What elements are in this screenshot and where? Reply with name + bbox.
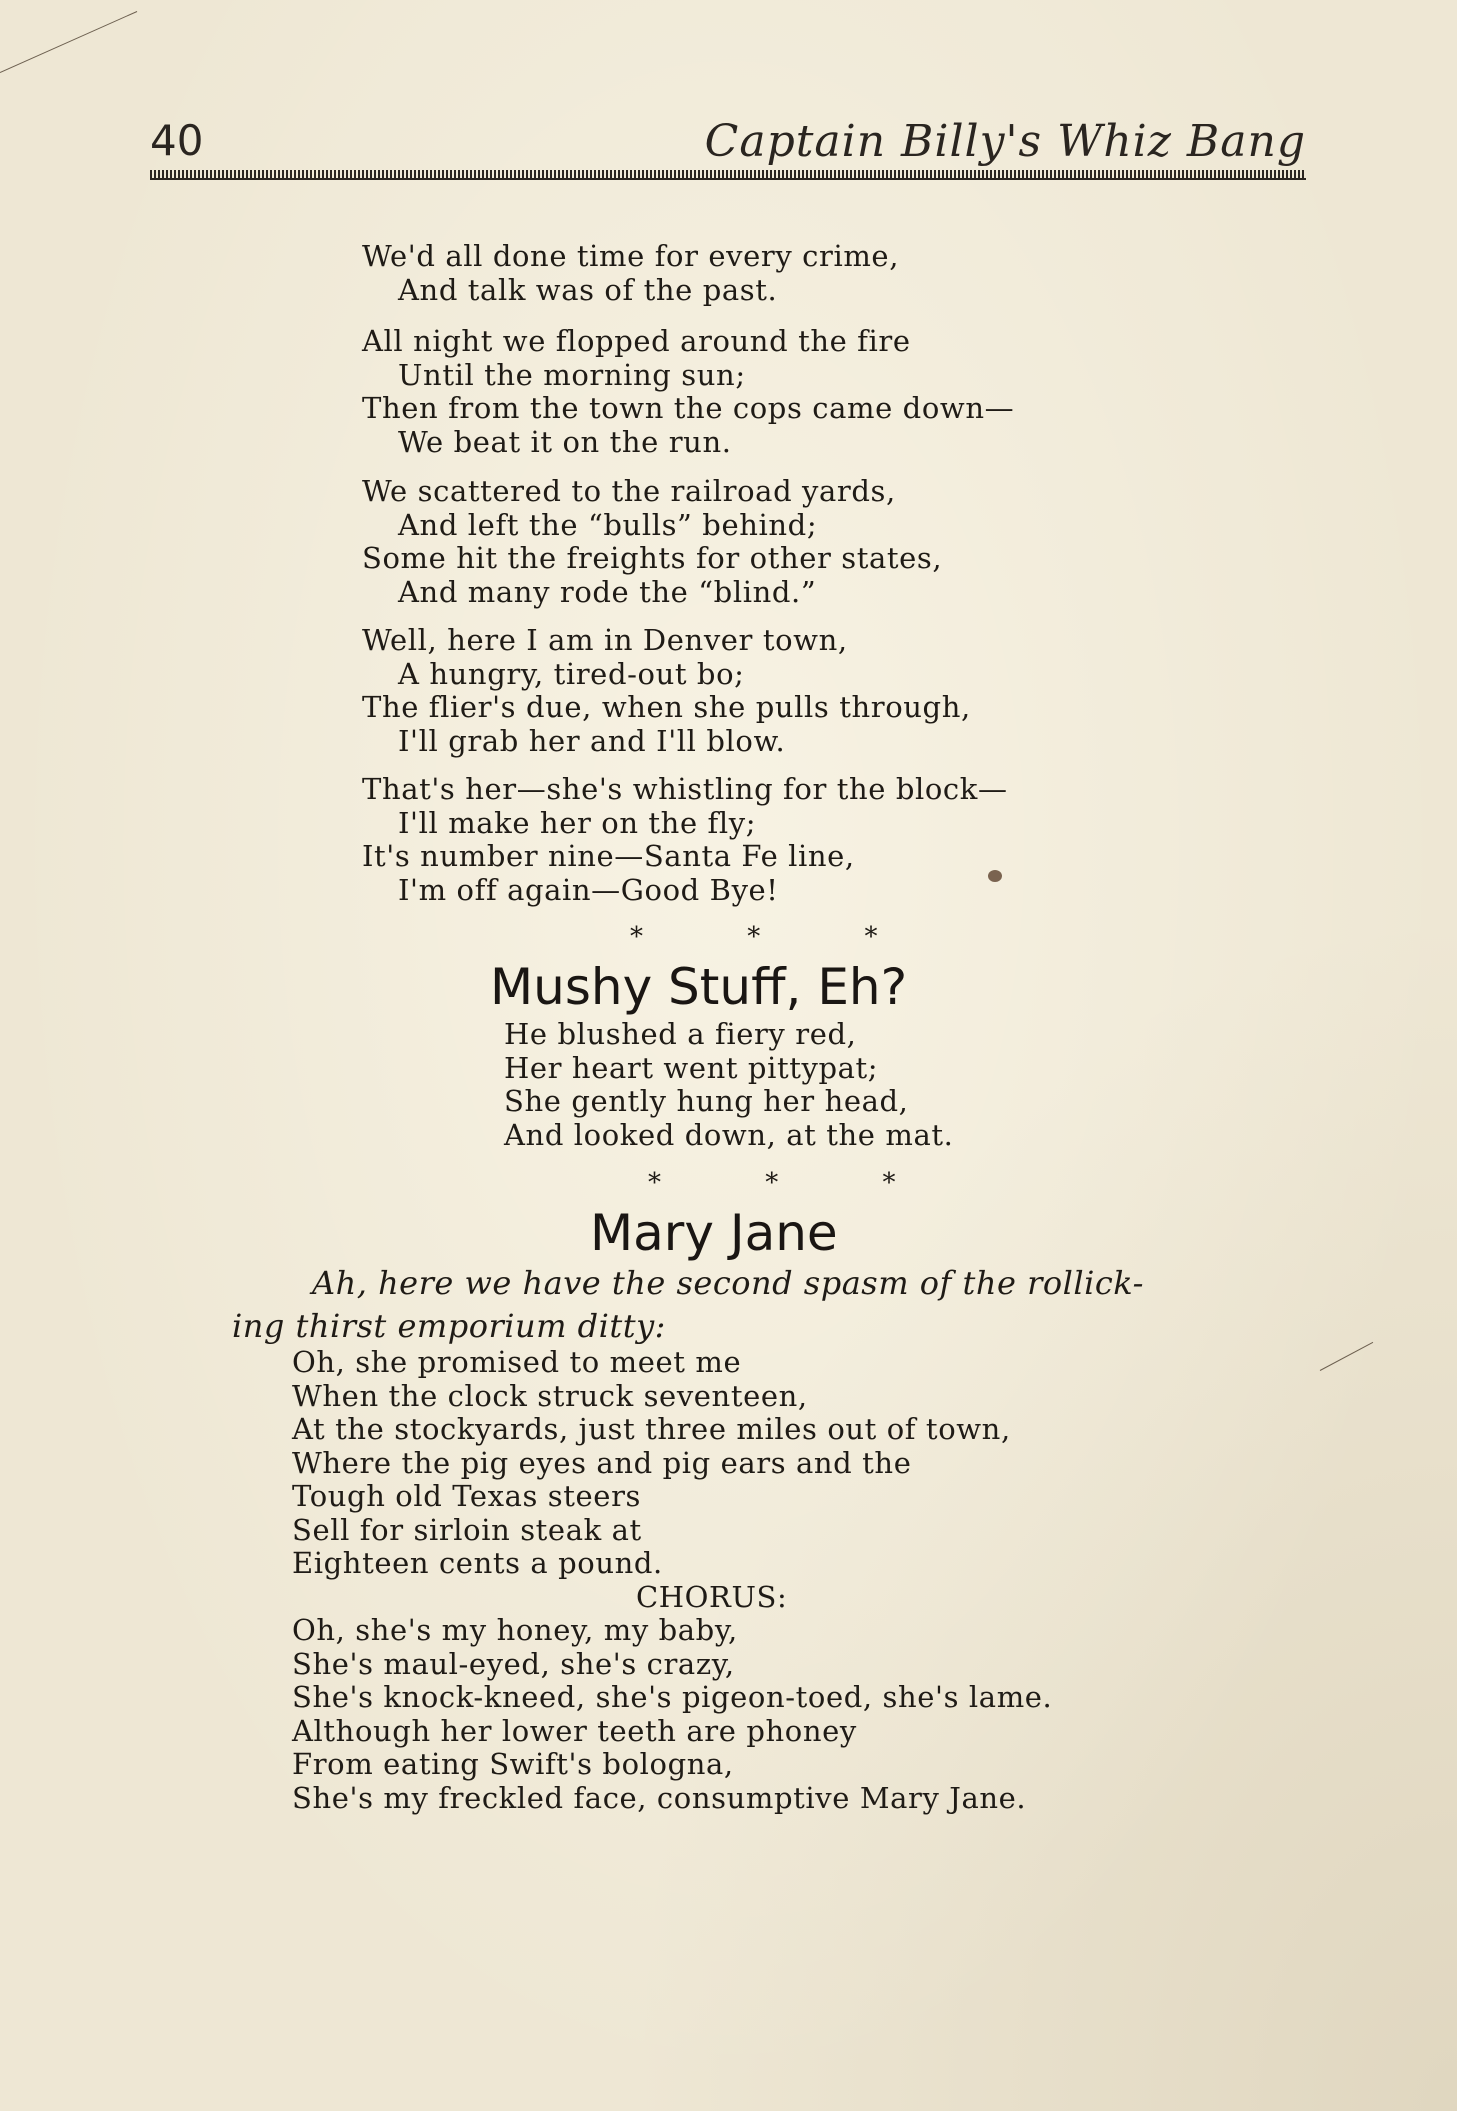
poem-line: I'll grab her and I'll blow. bbox=[398, 723, 786, 758]
song-line: She's my freckled face, consumptive Mary Jane. bbox=[292, 1780, 1027, 1815]
stanza-5 bbox=[362, 773, 1162, 907]
song-line: Where the pig eyes and pig ears and the bbox=[292, 1445, 912, 1480]
poem-line: And left the “bulls” behind; bbox=[398, 507, 818, 542]
section-separator: * * * bbox=[648, 1168, 944, 1198]
poem-line: Then from the town the cops came down— bbox=[362, 391, 1015, 425]
poem-line: And talk was of the past. bbox=[398, 272, 778, 307]
mary-jane-verse bbox=[292, 1346, 1212, 1815]
poem-line: Her heart went pittypat; bbox=[504, 1050, 879, 1085]
paper-scratch bbox=[0, 11, 137, 73]
poem-line: I'll make her on the fly; bbox=[398, 805, 757, 840]
poem-line: I'm off again—Good Bye! bbox=[398, 872, 779, 907]
song-line: She's knock-kneed, she's pigeon-toed, she's lame. bbox=[292, 1680, 1053, 1714]
paper-scratch bbox=[1320, 1342, 1373, 1371]
poem-line: A hungry, tired-out bo; bbox=[398, 656, 745, 691]
mary-jane-title: Mary Jane bbox=[590, 1204, 838, 1262]
intro-line: ing thirst emporium ditty: bbox=[232, 1307, 666, 1345]
poem-line: And many rode the “blind.” bbox=[398, 574, 817, 609]
poem-line: Some hit the freights for other states, bbox=[362, 541, 943, 575]
stanza-3 bbox=[362, 475, 1162, 609]
mary-jane-intro bbox=[232, 1262, 1232, 1348]
page-number: 40 bbox=[150, 116, 204, 165]
chorus-label: CHORUS: bbox=[636, 1579, 788, 1614]
poem-line: We scattered to the railroad yards, bbox=[362, 474, 896, 508]
stanza-1 bbox=[362, 240, 1162, 307]
poem-line: She gently hung her head, bbox=[504, 1084, 909, 1118]
poem-line: Until the morning sun; bbox=[398, 357, 746, 392]
song-line: Tough old Texas steers bbox=[292, 1479, 642, 1513]
intro-line: Ah, here we have the second spasm of the rollick- bbox=[312, 1264, 1144, 1302]
mushy-title: Mushy Stuff, Eh? bbox=[490, 958, 908, 1016]
song-line: From eating Swift's bologna, bbox=[292, 1747, 734, 1781]
stanza-2 bbox=[362, 325, 1162, 459]
ink-spot bbox=[988, 870, 1002, 882]
song-line: Sell for sirloin steak at bbox=[292, 1512, 642, 1547]
header-rule bbox=[150, 170, 1306, 180]
poem-line: And looked down, at the mat. bbox=[504, 1117, 954, 1152]
poem-line: Well, here I am in Denver town, bbox=[362, 623, 848, 657]
poem-line: We beat it on the run. bbox=[398, 424, 732, 459]
poem-line: The flier's due, when she pulls through, bbox=[362, 690, 971, 724]
running-title: Captain Billy's Whiz Bang bbox=[704, 116, 1306, 167]
song-line: At the stockyards, just three miles out of town, bbox=[292, 1412, 1011, 1446]
poem-line: We'd all done time for every crime, bbox=[362, 239, 900, 273]
mushy-verse bbox=[504, 1018, 1304, 1152]
song-line: Oh, she promised to meet me bbox=[292, 1345, 742, 1379]
poem-line: That's her—she's whistling for the block— bbox=[362, 772, 1008, 806]
poem-line: All night we flopped around the fire bbox=[362, 324, 911, 358]
poem-line: It's number nine—Santa Fe line, bbox=[362, 839, 855, 873]
section-separator: * * * bbox=[630, 922, 926, 952]
song-line: When the clock struck seventeen, bbox=[292, 1378, 808, 1413]
song-line: Eighteen cents a pound. bbox=[292, 1546, 663, 1580]
stanza-4 bbox=[362, 624, 1162, 758]
poem-line: He blushed a fiery red, bbox=[504, 1017, 857, 1051]
song-line: Oh, she's my honey, my baby, bbox=[292, 1613, 738, 1647]
song-line: Although her lower teeth are phoney bbox=[292, 1713, 857, 1748]
page-header bbox=[150, 108, 1306, 172]
song-line: She's maul-eyed, she's crazy, bbox=[292, 1646, 735, 1681]
